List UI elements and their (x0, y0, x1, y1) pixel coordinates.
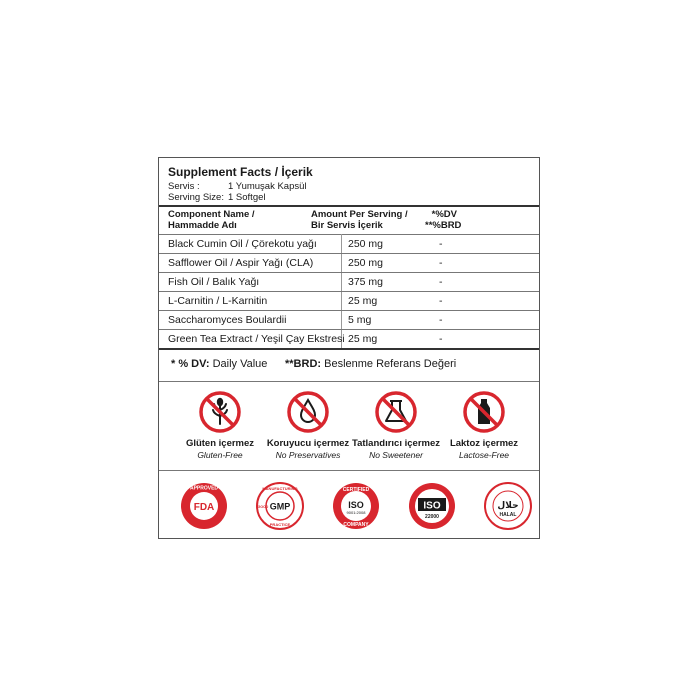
gmp-label: GMP (269, 501, 291, 512)
serving-size-value: 1 Softgel (228, 192, 266, 203)
row-amount: 25 mg (348, 295, 378, 307)
halal-seal (483, 481, 533, 531)
legend-dv (171, 358, 267, 370)
iso-company-text: COMPANY (343, 522, 369, 528)
table-row (159, 329, 539, 348)
servis-key: Servis : (168, 181, 200, 192)
legend-brd-value: Beslenme Referans Değeri (324, 358, 457, 370)
facts-title: Supplement Facts / İçerik (168, 165, 313, 179)
row-name: L-Carnitin / L-Karnitin (168, 295, 268, 307)
halal-label: HALAL (499, 512, 517, 518)
fda-label: FDA (193, 502, 215, 513)
gmp-ring-bottom: PRACTICE (269, 522, 291, 527)
row-dv: - (439, 314, 443, 326)
header-component-name (168, 209, 255, 231)
header-amount-line1: Amount Per Serving / (311, 209, 408, 220)
table-row (159, 253, 539, 272)
iso-label: ISO (348, 500, 364, 510)
lactose-free-tr: Laktoz içermez (449, 438, 519, 449)
no-preservatives-icon (286, 390, 330, 434)
divider (159, 381, 539, 382)
row-name: Saccharomyces Boulardii (168, 314, 287, 326)
no-sweetener-badge (351, 390, 441, 460)
table-row (159, 272, 539, 291)
row-amount: 25 mg (348, 333, 378, 345)
row-dv: - (439, 333, 443, 345)
gluten-free-en: Gluten-Free (197, 450, 243, 460)
row-name: Fish Oil / Balık Yağı (168, 276, 260, 288)
gmp-seal (255, 481, 305, 531)
header-dv (425, 209, 462, 231)
row-name: Black Cumin Oil / Çörekotu yağı (168, 238, 317, 250)
header-amount (311, 209, 408, 231)
halal-arabic: حلال (497, 501, 519, 511)
iso-number: 9001:2008 (346, 510, 366, 515)
fda-approved-seal (179, 481, 229, 531)
header-name-line1: Component Name / (168, 209, 255, 220)
header-dv-line2: **%BRD (425, 220, 462, 231)
gmp-ring-top: MANUFACTURING (262, 486, 298, 491)
no-sweetener-en: No Sweetener (369, 450, 423, 460)
gluten-free-icon (198, 390, 242, 434)
legend-dv-value: Daily Value (212, 358, 268, 370)
row-amount: 250 mg (348, 238, 384, 250)
divider (159, 348, 539, 350)
row-dv: - (439, 238, 443, 250)
lactose-free-en: Lactose-Free (458, 450, 510, 460)
row-amount: 250 mg (348, 257, 384, 269)
legend-brd (285, 358, 456, 370)
serving-size-key: Serving Size: (168, 192, 224, 203)
table-row (159, 310, 539, 329)
iso-certified-seal (331, 481, 381, 531)
row-amount: 5 mg (348, 314, 372, 326)
legend-brd-key: **BRD: (285, 358, 322, 370)
table-row (159, 234, 539, 253)
row-name: Safflower Oil / Aspir Yağı (CLA) (168, 257, 314, 269)
no-preservatives-en: No Preservatives (275, 450, 341, 460)
divider (159, 470, 539, 471)
no-preservatives-badge (263, 390, 353, 460)
row-dv: - (439, 257, 443, 269)
row-name: Green Tea Extract / Yeşil Çay Ekstresi (168, 333, 345, 345)
iso2-label: ISO (423, 500, 441, 512)
lactose-free-badge (439, 390, 529, 460)
gluten-free-tr: Glüten içermez (185, 438, 255, 449)
row-amount: 375 mg (348, 276, 384, 288)
table-row (159, 291, 539, 310)
gmp-ring-good: GOOD (257, 505, 269, 509)
lactose-free-icon (462, 390, 506, 434)
divider (159, 205, 539, 207)
legend-dv-key: * % DV: (171, 358, 210, 370)
iso-certified-text: CERTIFIED (342, 487, 370, 493)
servis-value: 1 Yumuşak Kapsül (228, 181, 307, 192)
iso-22000-seal (407, 481, 457, 531)
no-preservatives-tr: Koruyucu içermez (266, 438, 350, 449)
no-sweetener-tr: Tatlandırıcı içermez (352, 438, 440, 449)
iso2-number: 22000 (425, 514, 439, 520)
serving-size-line (168, 192, 266, 203)
header-name-line2: Hammadde Adı (168, 220, 237, 231)
row-dv: - (439, 295, 443, 307)
servis-line (168, 181, 307, 192)
row-dv: - (439, 276, 443, 288)
header-amount-line2: Bir Servis İçerik (311, 220, 383, 231)
gluten-free-badge (175, 390, 265, 460)
supplement-facts-panel (158, 157, 540, 539)
header-dv-line1: *%DV (431, 209, 457, 220)
fda-ring-text: APPROVED (189, 485, 219, 492)
no-sweetener-icon (374, 390, 418, 434)
